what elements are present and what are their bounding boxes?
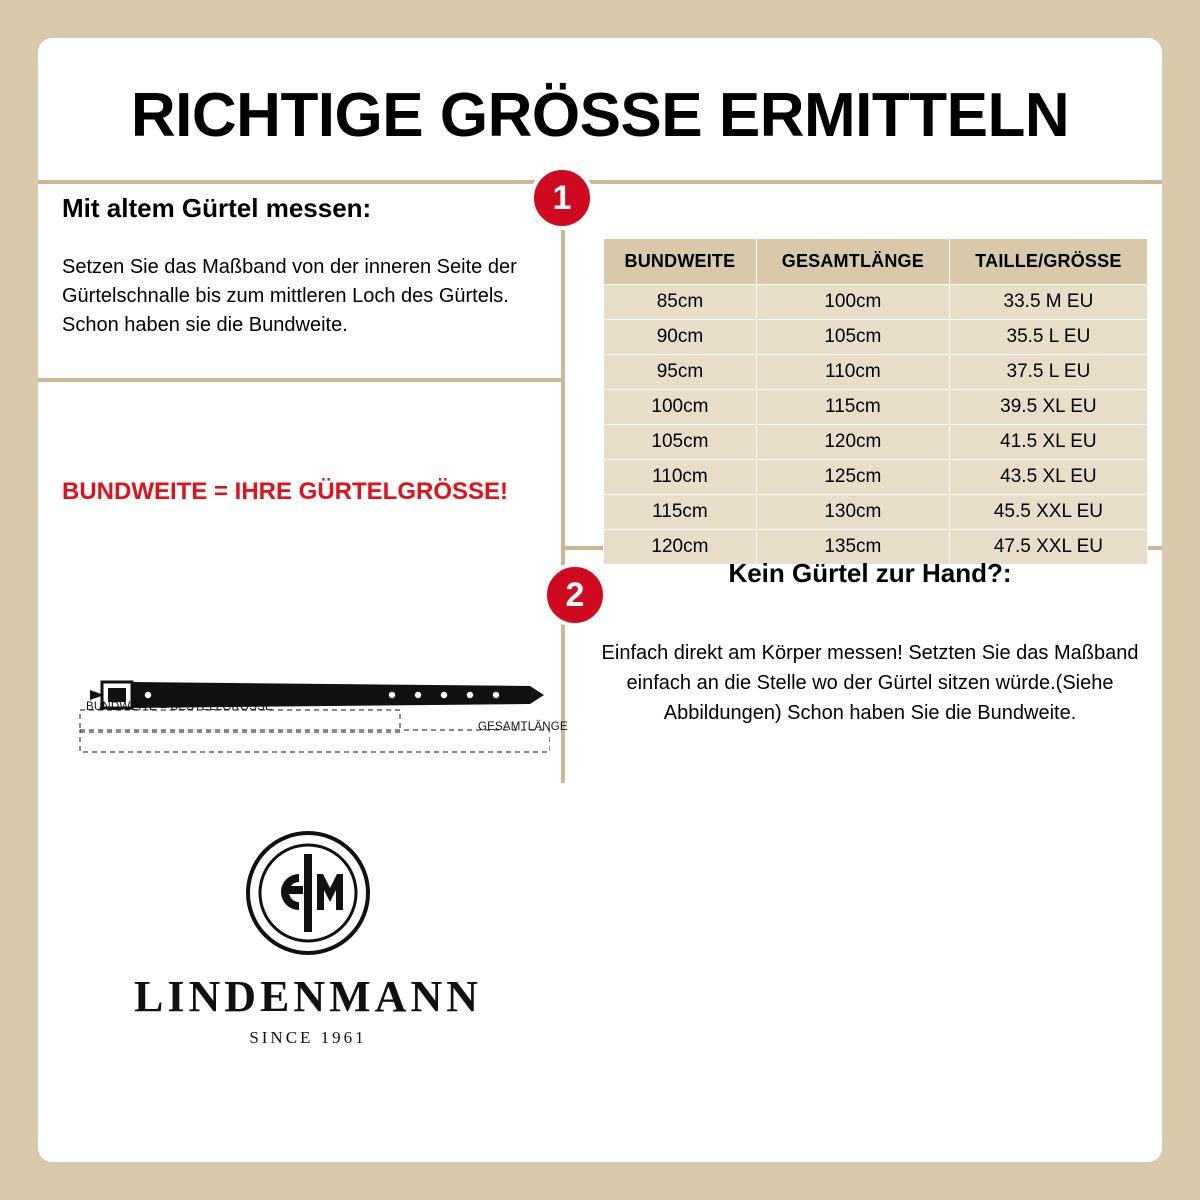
left-section-body: Setzen Sie das Maßband von der inneren Seite der Gürtelschnalle bis zum mittleren Loch des Gürtels. Schon haben sie die Bundweite. — [62, 256, 517, 336]
cell-gesamtlaenge: 110cm — [756, 355, 949, 390]
measurement-photos — [503, 783, 1162, 1162]
cell-taille: 35.5 L EU — [949, 320, 1147, 355]
left-section-heading: Mit altem Gürtel messen: — [62, 193, 372, 223]
gm-monogram-icon — [243, 828, 373, 958]
left-section-divider — [38, 378, 561, 382]
cell-gesamtlaenge: 135cm — [756, 530, 949, 565]
cell-bundweite: 120cm — [604, 530, 757, 565]
cell-gesamtlaenge: 105cm — [756, 320, 949, 355]
step-badge-2: 2 — [543, 563, 607, 627]
table-row — [604, 390, 1148, 425]
table-header-gesamtlaenge: GESAMTLÄNGE — [756, 239, 949, 285]
cell-taille: 39.5 XL EU — [949, 390, 1147, 425]
cell-taille: 37.5 L EU — [949, 355, 1147, 390]
photo-front-measuring — [543, 783, 863, 1162]
cell-bundweite: 115cm — [604, 495, 757, 530]
cell-bundweite: 105cm — [604, 425, 757, 460]
size-table — [603, 238, 1148, 565]
right-section-heading: Kein Gürtel zur Hand?: — [728, 558, 1012, 588]
cell-bundweite: 110cm — [604, 460, 757, 495]
cell-taille: 45.5 XXL EU — [949, 495, 1147, 530]
cell-gesamtlaenge: 120cm — [756, 425, 949, 460]
cell-bundweite: 95cm — [604, 355, 757, 390]
table-row — [604, 460, 1148, 495]
cell-taille: 47.5 XXL EU — [949, 530, 1147, 565]
content-card — [38, 38, 1162, 1162]
belt-label-gesamtlaenge: GESAMTLÄNGE — [478, 721, 568, 733]
table-header-bundweite: BUNDWEITE — [604, 239, 757, 285]
cell-taille: 41.5 XL EU — [949, 425, 1147, 460]
brand-since: SINCE 1961 — [249, 1028, 367, 1047]
cell-gesamtlaenge: 100cm — [756, 285, 949, 320]
cell-gesamtlaenge: 125cm — [756, 460, 949, 495]
step-badge-1: 1 — [530, 166, 594, 230]
table-header-taille: TAILLE/GRÖSSE — [949, 239, 1147, 285]
cell-gesamtlaenge: 130cm — [756, 495, 949, 530]
brand-name: LINDENMANN — [134, 972, 482, 1021]
table-row — [604, 495, 1148, 530]
table-row — [604, 285, 1148, 320]
brand-logo — [98, 828, 518, 1048]
belt-illustration — [60, 638, 568, 768]
title-divider — [38, 180, 1162, 184]
cell-bundweite: 100cm — [604, 390, 757, 425]
table-row — [604, 320, 1148, 355]
cell-taille: 33.5 M EU — [949, 285, 1147, 320]
belt-label-bundweite: BUNDWEITE = BESTELLGRÖSSE — [86, 701, 273, 713]
cell-bundweite: 90cm — [604, 320, 757, 355]
cell-taille: 43.5 XL EU — [949, 460, 1147, 495]
table-row — [604, 355, 1148, 390]
size-table-wrapper — [603, 238, 1148, 565]
left-section-highlight: BUNDWEITE = IHRE GÜRTELGRÖSSE! — [62, 478, 509, 505]
photo-side-measuring — [863, 783, 1162, 1162]
table-row — [604, 425, 1148, 460]
table-header-row — [604, 239, 1148, 285]
right-section-body: Einfach direkt am Körper messen! Setzten Sie das Maßband einfach an die Stelle wo der Gürtel sitzen würde.(Siehe Abbildungen) Schon haben Sie die Bundweite. — [601, 642, 1139, 724]
cell-gesamtlaenge: 115cm — [756, 390, 949, 425]
page-title: RICHTIGE GRÖSSE ERMITTELN — [130, 81, 1070, 150]
cell-bundweite: 85cm — [604, 285, 757, 320]
